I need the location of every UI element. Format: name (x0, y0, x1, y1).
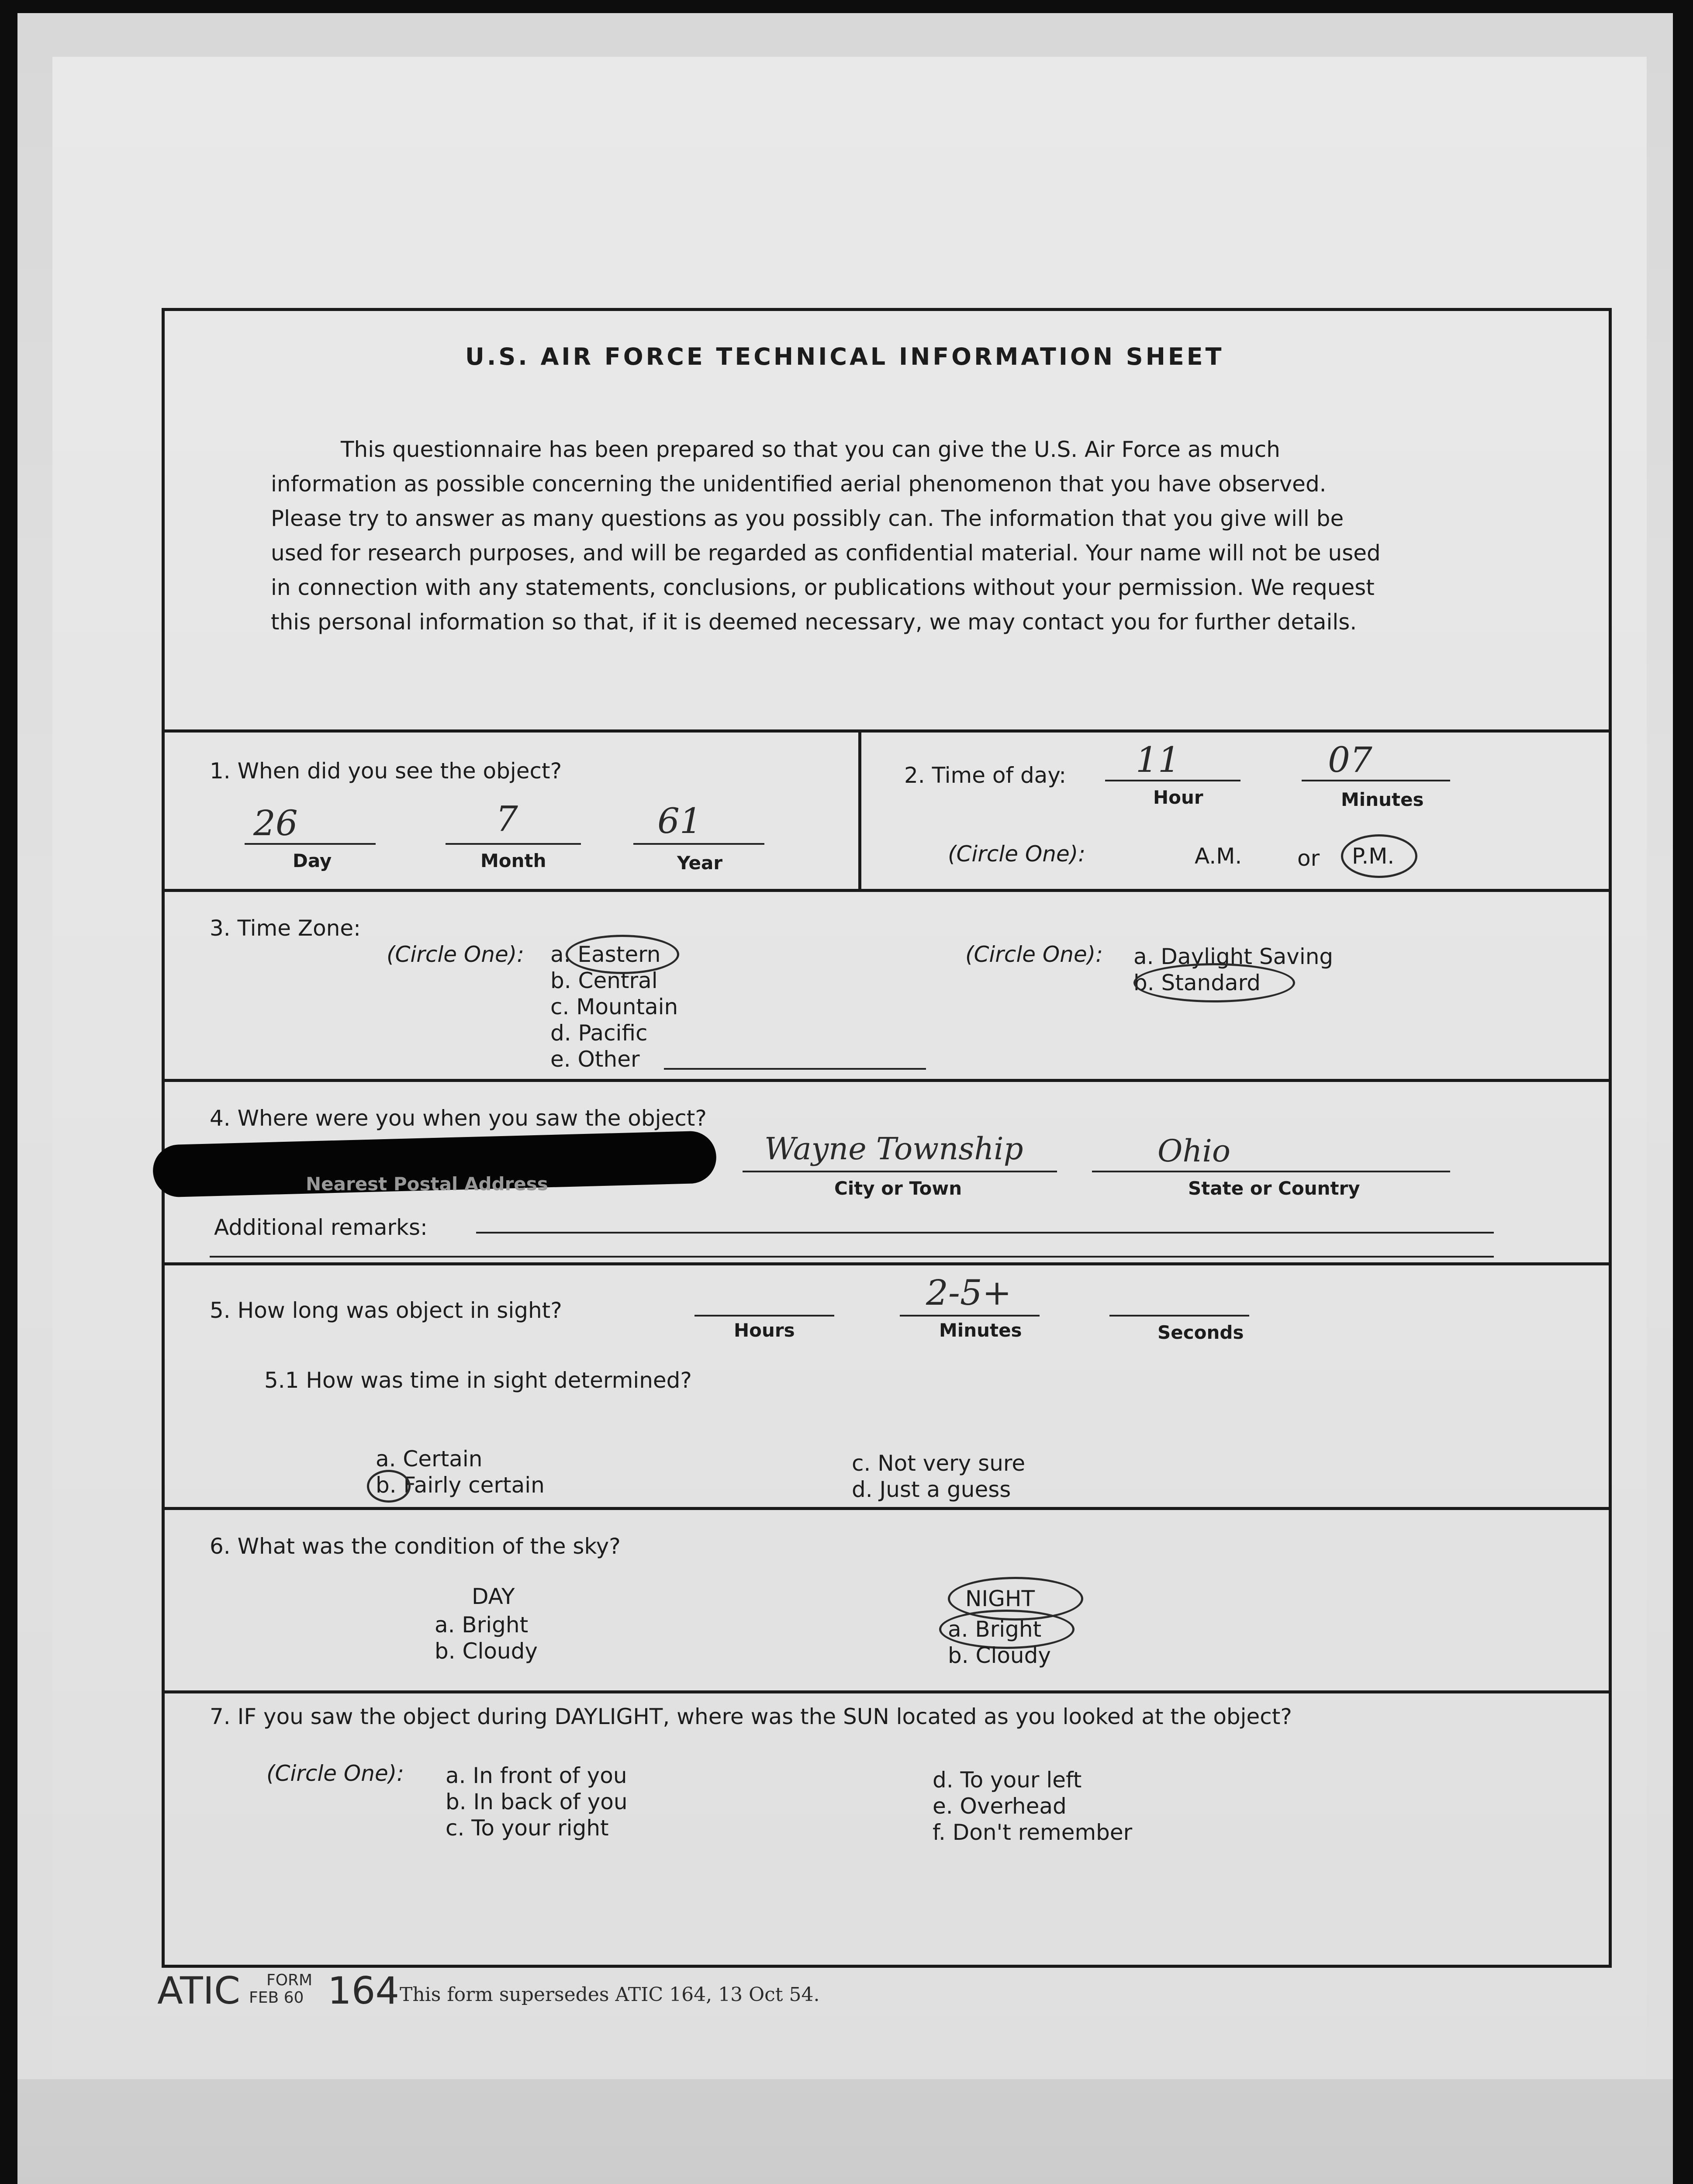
q2-minutes-line (1302, 780, 1450, 781)
q4-remarks-label: Additional remarks: (214, 1215, 428, 1240)
q3-zone-eastern: a. Eastern (550, 942, 661, 967)
q7-option-back: b. In back of you (446, 1789, 628, 1814)
q4-remarks-line-1 (476, 1232, 1494, 1234)
q3-zone-other: e. Other (550, 1047, 640, 1072)
q2-label: 2. Time of day: (904, 763, 1067, 788)
q4-state-value: Ohio (1157, 1133, 1231, 1169)
q6-day-cloudy: b. Cloudy (435, 1638, 538, 1664)
divider-q6 (162, 1690, 1612, 1693)
q5-seconds-line (1109, 1315, 1249, 1317)
q6-day: DAY (472, 1584, 515, 1609)
q2-or: or (1297, 846, 1320, 871)
q1-day-line (245, 843, 376, 845)
q1-year-line (633, 843, 764, 845)
q1-year-label: Year (677, 852, 723, 874)
q5-minutes-value: 2-5+ (926, 1272, 1012, 1313)
q3-dst-standard: b. Standard (1133, 970, 1261, 995)
q5-option-fairly-certain: b. Fairly certain (376, 1472, 545, 1498)
q2-hour-line (1105, 780, 1240, 781)
q4-label: 4. Where were you when you saw the object? (210, 1106, 707, 1131)
divider-q4 (162, 1262, 1612, 1265)
q5-fairly-certain-circle (367, 1470, 411, 1503)
q5-minutes-line (900, 1315, 1040, 1317)
lower-film-strip (17, 2079, 1673, 2184)
q4-city-value: Wayne Township (764, 1131, 1023, 1167)
q4-state-line (1092, 1171, 1450, 1172)
form-paper (52, 57, 1647, 2075)
divider-intro (162, 729, 1612, 733)
q7-option-dont-remember: f. Don't remember (933, 1820, 1133, 1845)
q6-night-bright: a. Bright (948, 1617, 1042, 1642)
footer-form-number: 164 (328, 1969, 400, 2013)
q7-option-left: d. To your left (933, 1767, 1082, 1793)
q4-remarks-line-2 (210, 1256, 1494, 1258)
q7-label: 7. IF you saw the object during DAYLIGHT, where was the SUN located as you looked at the object? (210, 1704, 1292, 1729)
q5-sub-label: 5.1 How was time in sight determined? (264, 1368, 692, 1393)
intro-paragraph: This questionnaire has been prepared so that you can give the U.S. Air Force as much information as possible concerning the unidentified aerial phenomenon that you have observed. Please try to answer as many questions as you possibly can. The information that you give will be used for research purposes, and will be regarded as confidential material. Your name will not be used in connection with any statements, conclusions, or publications without your permission. We request this personal information so that, if it is deemed necessary, we may contact you for further details. (271, 437, 1381, 635)
q3-dst-daylight: a. Daylight Saving (1133, 944, 1334, 969)
q6-night: NIGHT (965, 1586, 1035, 1611)
q5-seconds-label: Seconds (1157, 1322, 1244, 1343)
q5-minutes-label: Minutes (939, 1320, 1022, 1341)
q2-pm: P.M. (1352, 843, 1395, 869)
q4-state-label: State or Country (1188, 1178, 1360, 1199)
form-title: U.S. AIR FORCE TECHNICAL INFORMATION SHEET (465, 343, 1224, 370)
q7-option-overhead: e. Overhead (933, 1794, 1067, 1819)
q1-day-value: 26 (253, 803, 298, 843)
q2-pm-circle (1341, 834, 1417, 878)
q4-city-line (743, 1171, 1057, 1172)
q1-year-value: 61 (657, 801, 702, 841)
q2-hour-value: 11 (1136, 740, 1180, 780)
q5-hours-line (694, 1315, 834, 1317)
q6-day-bright: a. Bright (435, 1612, 529, 1638)
q2-minutes-label: Minutes (1341, 789, 1424, 810)
q6-label: 6. What was the condition of the sky? (210, 1534, 621, 1559)
divider-q1-q2 (858, 729, 861, 889)
q7-circle-one: (Circle One): (266, 1761, 404, 1786)
q3-standard-circle (1133, 963, 1295, 1002)
q1-month-label: Month (480, 850, 546, 871)
q3-dst-circle-one: (Circle One): (965, 942, 1103, 967)
q3-other-line (664, 1068, 926, 1070)
q2-hour-label: Hour (1153, 787, 1203, 808)
q5-option-not-very-sure: c. Not very sure (852, 1451, 1026, 1476)
footer-form-date: FEB 60 (249, 1989, 304, 2007)
footer-form-word: FORM (266, 1971, 313, 1989)
q3-zone-pacific: d. Pacific (550, 1020, 648, 1046)
q4-city-label: City or Town (834, 1178, 962, 1199)
q2-minutes-value: 07 (1328, 740, 1372, 780)
q2-am: A.M. (1195, 843, 1242, 869)
q3-zone-central: b. Central (550, 968, 658, 993)
q5-label: 5. How long was object in sight? (210, 1298, 562, 1323)
q6-night-cloudy: b. Cloudy (948, 1643, 1051, 1668)
q1-month-value: 7 (496, 798, 518, 839)
q3-label: 3. Time Zone: (210, 916, 361, 941)
footer-note: This form supersedes ATIC 164, 13 Oct 54. (400, 1984, 820, 2006)
divider-q1 (162, 889, 1612, 892)
q3-circle-one: (Circle One): (387, 942, 525, 967)
photo-background (17, 13, 1673, 2184)
q7-option-front: a. In front of you (446, 1763, 627, 1788)
footer-agency: ATIC (157, 1969, 241, 2013)
q2-circle-one: (Circle One): (948, 841, 1086, 867)
q3-zone-mountain: c. Mountain (550, 994, 678, 1019)
divider-q3 (162, 1079, 1612, 1082)
q4-postal-label: Nearest Postal Address (306, 1173, 548, 1195)
q5-option-just-a-guess: d. Just a guess (852, 1477, 1011, 1502)
divider-q5 (162, 1507, 1612, 1510)
q1-day-label: Day (293, 850, 332, 871)
q3-eastern-circle (566, 935, 679, 974)
q5-option-certain: a. Certain (376, 1446, 483, 1472)
q7-option-right: c. To your right (446, 1815, 609, 1841)
q5-hours-label: Hours (734, 1320, 795, 1341)
q1-label: 1. When did you see the object? (210, 758, 562, 784)
q1-month-line (446, 843, 581, 845)
